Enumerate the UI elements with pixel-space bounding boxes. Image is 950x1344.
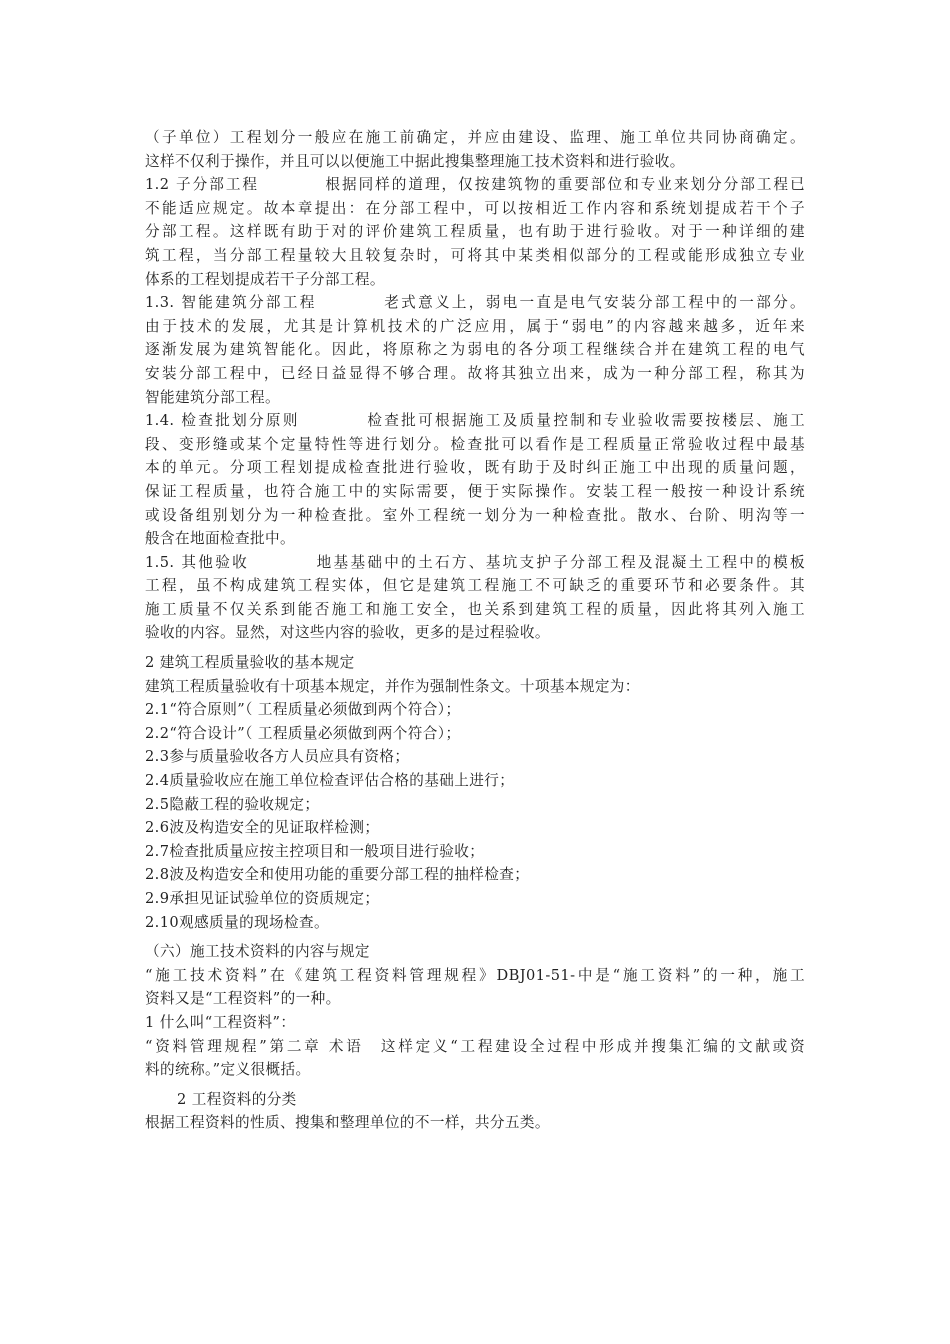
document-page — [145, 126, 805, 1135]
text-line: 工程，虽不构成建筑工程实体，但它是建筑工程施工不可缺乏的重要环节和必要条件。其 — [145, 577, 805, 595]
section-heading: （六）施工技术资料的内容与规定 — [145, 943, 370, 961]
text-line: 验收的内容。显然，对这些内容的验收，更多的是过程验收。 — [145, 624, 550, 642]
list-item: 2.9承担见证试验单位的资质规定； — [145, 890, 380, 907]
text-line: “施工技术资料”在《建筑工程资料管理规程》DBJ01-51-中是“施工资料”的一种，施工 — [145, 966, 805, 984]
text-line: 1.4. 检查批划分原则 检查批可根据施工及质量控制和专业验收需要按楼层、施工 — [145, 412, 805, 430]
text-line: 料的统称。”定义很概括。 — [145, 1061, 311, 1079]
text-line: 根据工程资料的性质、搜集和整理单位的不一样，共分五类。 — [145, 1114, 550, 1132]
section-technical-data — [145, 940, 805, 1082]
list-item: 2.6波及构造安全的见证取样检测； — [145, 819, 380, 837]
text-line: 保证工程质量，也符合施工中的实际需要，便于实际操作。安装工程一般按一种设计系统 — [145, 482, 805, 500]
text-line: 资料又是“工程资料”的一种。 — [145, 990, 341, 1008]
section-basic-rules — [145, 651, 805, 934]
list-item: 2.5隐蔽工程的验收规定； — [145, 795, 320, 813]
list-item: 2.3参与质量验收各方人员应具有资格； — [145, 748, 410, 766]
list-item: 2.1“符合原则”（ 工程质量必须做到两个符合）； — [145, 701, 461, 719]
section-heading: 2 工程资料的分类 — [177, 1090, 297, 1108]
text-line: 建筑工程质量验收有十项基本规定，并作为强制性条文。十项基本规定为： — [145, 677, 640, 695]
text-line: 由于技术的发展，尤其是计算机技术的广泛应用，属于“弱电”的内容越来越多，近年来 — [145, 317, 805, 335]
text-line: 体系的工程划提成若干子分部工程。 — [145, 270, 385, 288]
text-line: “资料管理规程”第二章 术语 这样定义“工程建设全过程中形成并搜集汇编的文献或资 — [145, 1037, 805, 1055]
text-line: 智能建筑分部工程。 — [145, 388, 280, 406]
text-line: 施工质量不仅关系到能否施工和施工安全，也关系到建筑工程的质量，因此将其列入施工 — [145, 600, 805, 618]
text-line: 1.5. 其他验收 地基基础中的土石方、基坑支护子分部工程及混凝土工程中的模板 — [145, 553, 805, 571]
list-item: 2.8波及构造安全和使用功能的重要分部工程的抽样检查； — [145, 866, 530, 884]
text-line: 本的单元。分项工程划提成检查批进行验收，既有助于及时纠正施工中出现的质量问题， — [145, 459, 805, 477]
text-line: 1 什么叫“工程资料”： — [145, 1013, 296, 1031]
list-item: 2.4质量验收应在施工单位检查评估合格的基础上进行； — [145, 772, 515, 790]
text-line: 或设备组别划分为一种检查批。室外工程统一划分为一种检查批。散水、台阶、明沟等一 — [145, 506, 805, 524]
list-item: 2.10观感质量的现场检查。 — [145, 913, 330, 931]
text-line: 不能适应规定。故本章提出：在分部工程中，可以按相近工作内容和系统划提成若干个子 — [145, 199, 805, 217]
text-line: 段、变形缝或某个定量特性等进行划分。检查批可以看作是工程质量正常验收过程中最基 — [145, 435, 805, 453]
text-line: 1.3. 智能建筑分部工程 老式意义上，弱电一直是电气安装分部工程中的一部分。 — [145, 294, 805, 312]
text-line: 般含在地面检查批中。 — [145, 530, 295, 548]
text-line: 这样不仅利于操作，并且可以以便施工中据此搜集整理施工技术资料和进行验收。 — [145, 152, 685, 170]
text-line: 分部工程。这样既有助于对的评价建筑工程质量，也有助于进行验收。对于一种详细的建 — [145, 223, 805, 241]
section-data-classification — [145, 1088, 805, 1135]
text-line: 1.2 子分部工程 根据同样的道理，仅按建筑物的重要部位和专业来划分分部工程已 — [145, 176, 805, 194]
text-line: 安装分部工程中，已经日益显得不够合理。故将其独立出来，成为一种分部工程，称其为 — [145, 364, 805, 382]
text-line: 逐渐发展为建筑智能化。因此，将原称之为弱电的各分项工程继续合并在建筑工程的电气 — [145, 341, 805, 359]
list-item: 2.2“符合设计”（ 工程质量必须做到两个符合）； — [145, 724, 461, 742]
section-subdivision — [145, 126, 805, 645]
text-line: 筑工程，当分部工程量较大且较复杂时，可将其中某类相似部分的工程或能形成独立专业 — [145, 246, 805, 264]
section-heading: 2 建筑工程质量验收的基本规定 — [145, 654, 355, 672]
list-item: 2.7检查批质量应按主控项目和一般项目进行验收； — [145, 842, 485, 860]
text-line: （子单位）工程划分一般应在施工前确定，并应由建设、监理、施工单位共同协商确定。 — [145, 129, 805, 146]
